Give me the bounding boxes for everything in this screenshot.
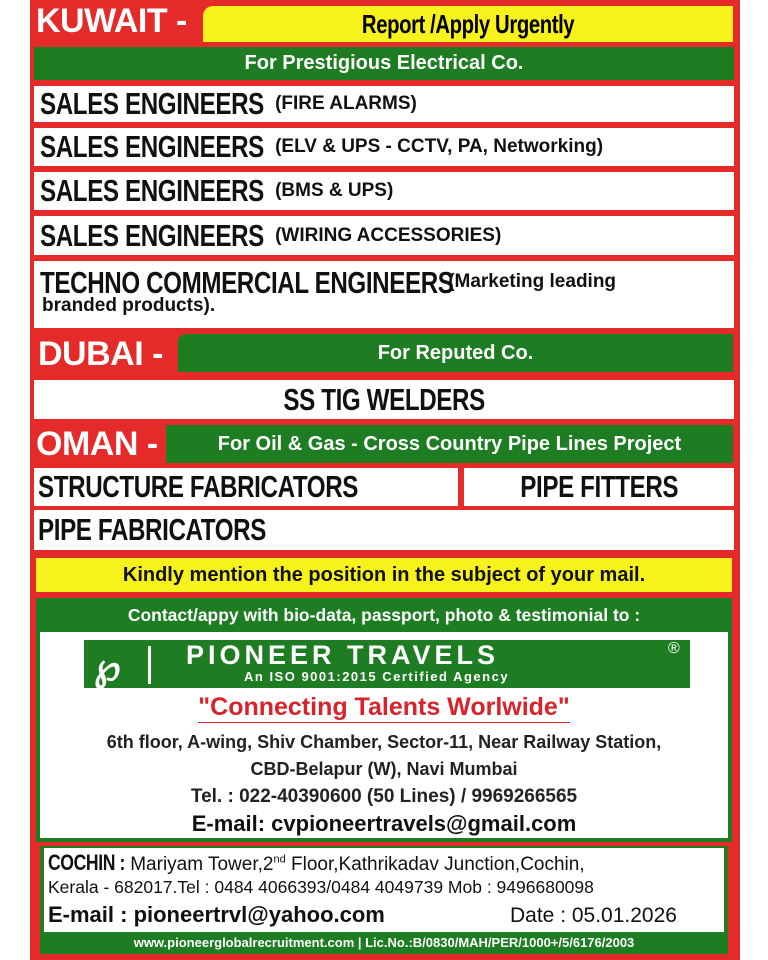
country-kuwait: KUWAIT -: [36, 2, 187, 40]
job-row: [34, 261, 734, 328]
address-line-1: 6th floor, A-wing, Shiv Chamber, Sector-11, Near Railway Station,: [106, 731, 662, 752]
cochin-label: COCHIN :: [48, 850, 125, 875]
job-row: [34, 468, 458, 506]
country-oman: OMAN -: [36, 425, 158, 463]
job-detail: (WIRING ACCESSORIES): [275, 224, 502, 246]
job-row: [34, 128, 734, 166]
job-row: [34, 172, 734, 210]
oman-company-banner: For Oil & Gas - Cross Country Pipe Lines Project: [166, 425, 733, 463]
cochin-address: Mariyam Tower,2: [130, 854, 274, 875]
logo-p-icon: ℘: [94, 644, 121, 689]
contact-email[interactable]: E-mail: cvpioneertravels@gmail.com: [191, 811, 577, 836]
date: Date : 05.01.2026: [510, 904, 677, 927]
ordinal-suffix: nd: [273, 853, 286, 866]
job-title: SALES ENGINEERS: [40, 173, 264, 208]
footer-website-license: www.pioneerglobalrecruitment.com | Lic.No.:B/0830/MAH/PER/1000+/5/6176/2003: [133, 934, 635, 950]
dubai-company-banner: For Reputed Co.: [178, 334, 733, 372]
job-row: [34, 86, 734, 122]
job-title: SS TIG WELDERS: [283, 381, 485, 417]
job-row: [34, 216, 734, 255]
job-title: PIPE FABRICATORS: [38, 512, 266, 547]
job-detail: (BMS & UPS): [275, 180, 394, 201]
job-row: [34, 510, 734, 550]
job-detail: (ELV & UPS - CCTV, PA, Networking): [275, 136, 604, 157]
job-title: SALES ENGINEERS: [40, 217, 264, 253]
cochin-line-1: [48, 850, 585, 876]
logo-name: PIONEER TRAVELS: [186, 640, 500, 670]
job-detail-cont: branded products).: [42, 295, 216, 316]
logo-tagline: An ISO 9001:2015 Certified Agency: [244, 669, 510, 684]
address-line-2: CBD-Belapur (W), Navi Mumbai: [250, 758, 518, 779]
cochin-address-cont: Floor,Kathrikadav Junction,Cochin,: [285, 854, 585, 875]
job-title: STRUCTURE FABRICATORS: [38, 469, 359, 504]
job-row: [34, 380, 734, 419]
company-logo: [84, 640, 690, 688]
job-title: SALES ENGINEERS: [40, 129, 264, 164]
cochin-email[interactable]: E-mail : pioneertrvl@yahoo.com: [48, 902, 385, 927]
logo-registered: ®: [668, 640, 680, 657]
cochin-line-2: Kerala - 682017.Tel : 0484 4066393/0484 4049739 Mob : 9496680098: [48, 877, 594, 897]
slogan: "Connecting Talents Worlwide": [198, 693, 570, 721]
telephone: Tel. : 022-40390600 (50 Lines) / 9969266565: [190, 786, 578, 807]
kuwait-company-banner: For Prestigious Electrical Co.: [34, 47, 734, 80]
job-title: PIPE FITTERS: [520, 469, 678, 504]
job-detail: (FIRE ALARMS): [275, 93, 417, 114]
job-title: SALES ENGINEERS: [40, 86, 264, 121]
urgent-text: Report /Apply Urgently: [361, 8, 575, 39]
job-detail: (Marketing leading: [448, 271, 617, 292]
job-title: TECHNO COMMERCIAL ENGINEERS: [40, 265, 454, 300]
logo-divider: [148, 646, 151, 684]
contact-heading: Contact/appy with bio-data, passport, photo & testimonial to :: [127, 604, 641, 625]
urgent-banner: [203, 6, 733, 42]
notice-banner: Kindly mention the position in the subject of your mail.: [36, 558, 732, 592]
job-row: [464, 468, 734, 506]
country-dubai: DUBAI -: [38, 335, 163, 373]
